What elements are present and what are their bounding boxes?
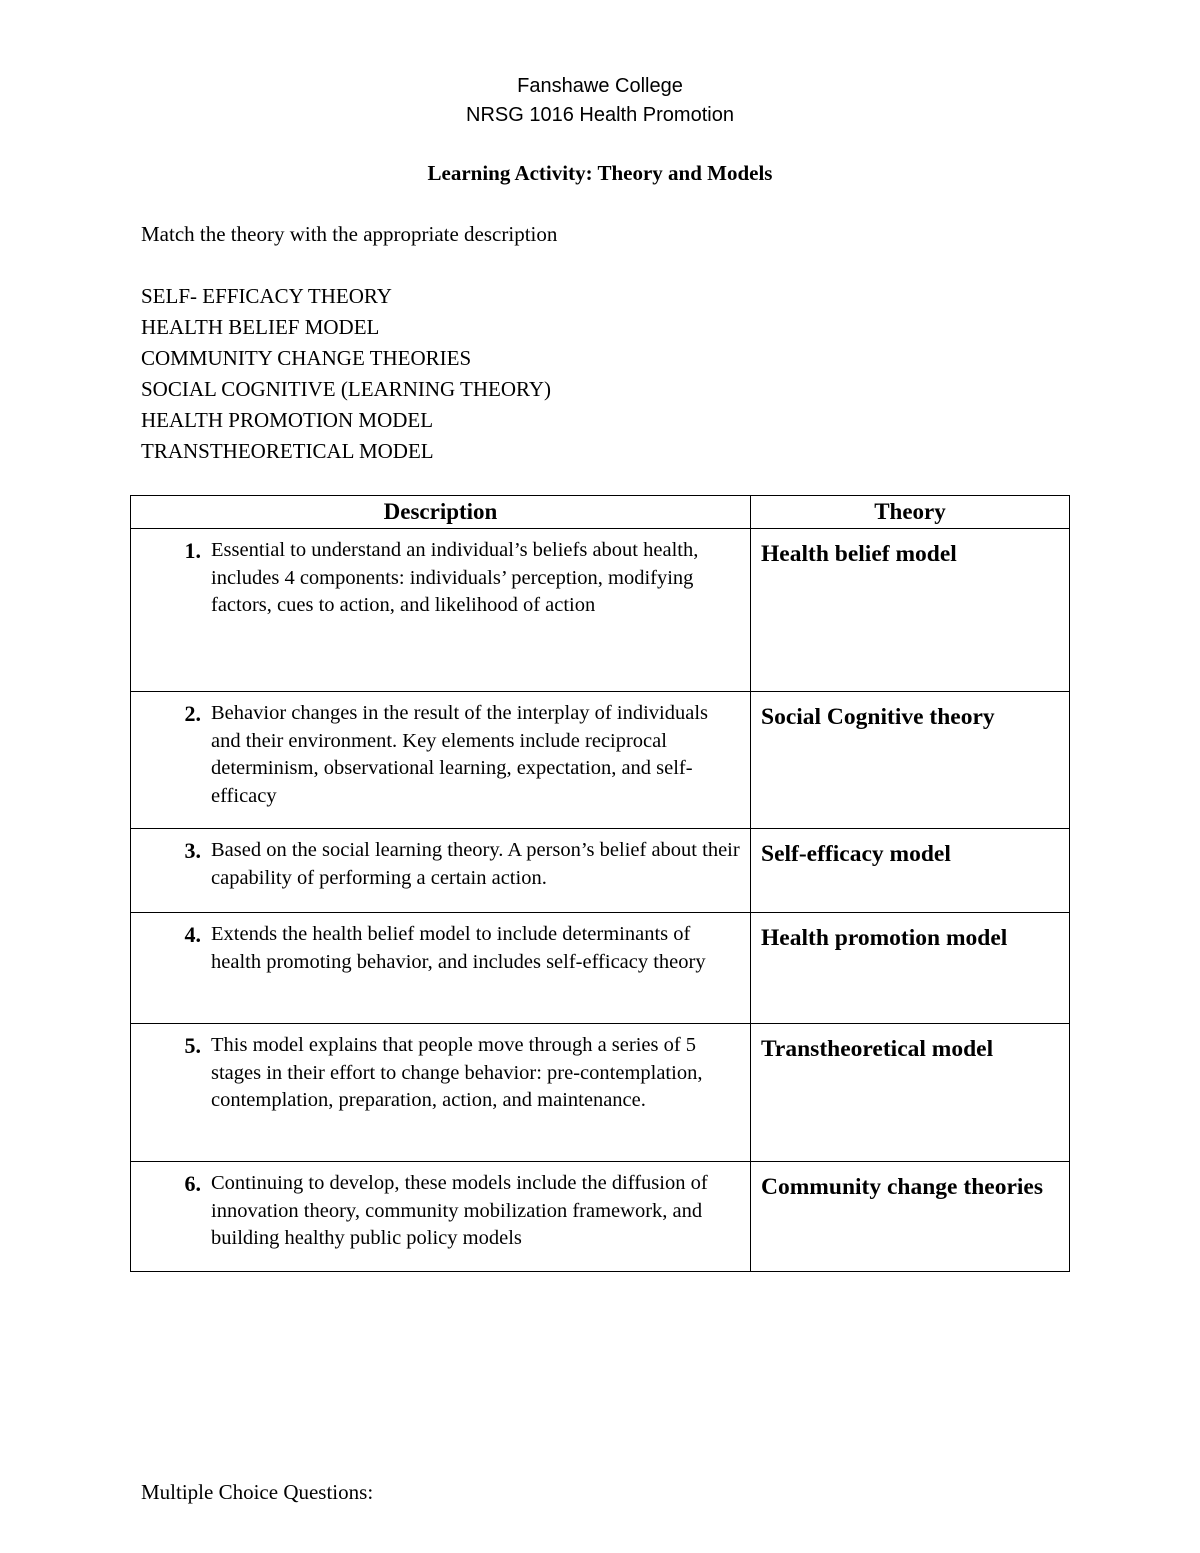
table-row bbox=[131, 913, 1070, 1024]
theory-answer: Transtheoretical model bbox=[751, 1024, 1070, 1162]
course-name: NRSG 1016 Health Promotion bbox=[466, 104, 734, 126]
college-name: Fanshawe College bbox=[517, 75, 683, 97]
theory-list-item: HEALTH BELIEF MODEL bbox=[141, 315, 380, 339]
theory-list-item: HEALTH PROMOTION MODEL bbox=[141, 408, 434, 432]
row-number: 5. bbox=[184, 1033, 201, 1058]
description-text: Based on the social learning theory. A person’s belief about their capability of performing a certain action. bbox=[211, 839, 740, 889]
row-number: 6. bbox=[184, 1171, 201, 1196]
theory-list-item: SELF- EFFICACY THEORY bbox=[141, 284, 392, 308]
description-cell bbox=[131, 913, 751, 1024]
mcq-heading: Multiple Choice Questions: bbox=[141, 1480, 374, 1504]
activity-title: Learning Activity: Theory and Models bbox=[427, 161, 773, 185]
description-text: Extends the health belief model to include determinants of health promoting behavior, and includes self-efficacy theory bbox=[211, 923, 706, 973]
theory-list-item: SOCIAL COGNITIVE (LEARNING THEORY) bbox=[141, 377, 552, 401]
instruction-text: Match the theory with the appropriate description bbox=[141, 222, 558, 246]
table-row bbox=[131, 529, 1070, 692]
row-number: 3. bbox=[184, 838, 201, 863]
table-row bbox=[131, 829, 1070, 913]
description-column-header: Description bbox=[131, 496, 751, 529]
description-cell bbox=[131, 1162, 751, 1272]
theory-list-item: TRANSTHEORETICAL MODEL bbox=[141, 439, 434, 463]
description-cell bbox=[131, 529, 751, 692]
description-text: Continuing to develop, these models include the diffusion of innovation theory, community mobilization framework, and building healthy public policy models bbox=[211, 1172, 708, 1249]
row-number: 4. bbox=[184, 922, 201, 947]
table-row bbox=[131, 1162, 1070, 1272]
theory-list bbox=[141, 281, 551, 467]
matching-table bbox=[130, 495, 1070, 1272]
theory-list-item: COMMUNITY CHANGE THEORIES bbox=[141, 346, 472, 370]
theory-answer: Community change theories bbox=[751, 1162, 1070, 1272]
description-text: Behavior changes in the result of the interplay of individuals and their environment. Key elements include reciprocal determinism, observational learning, expectation, and self-efficacy bbox=[211, 702, 708, 807]
theory-answer: Health promotion model bbox=[751, 913, 1070, 1024]
theory-answer: Self-efficacy model bbox=[751, 829, 1070, 913]
theory-answer: Social Cognitive theory bbox=[751, 692, 1070, 829]
theory-answer: Health belief model bbox=[751, 529, 1070, 692]
description-cell bbox=[131, 829, 751, 913]
theory-column-header: Theory bbox=[751, 496, 1070, 529]
description-cell bbox=[131, 1024, 751, 1162]
description-cell bbox=[131, 692, 751, 829]
row-number: 1. bbox=[184, 538, 201, 563]
table-row bbox=[131, 692, 1070, 829]
row-number: 2. bbox=[184, 701, 201, 726]
table-row bbox=[131, 1024, 1070, 1162]
description-text: Essential to understand an individual’s beliefs about health, includes 4 components: individuals’ perception, modifying factors, cues to action, and likelihood of action bbox=[211, 539, 699, 616]
description-text: This model explains that people move through a series of 5 stages in their effort to change behavior: pre-contemplation, contemplation, preparation, action, and maintenance. bbox=[211, 1034, 703, 1111]
table-header-row bbox=[131, 496, 1070, 529]
